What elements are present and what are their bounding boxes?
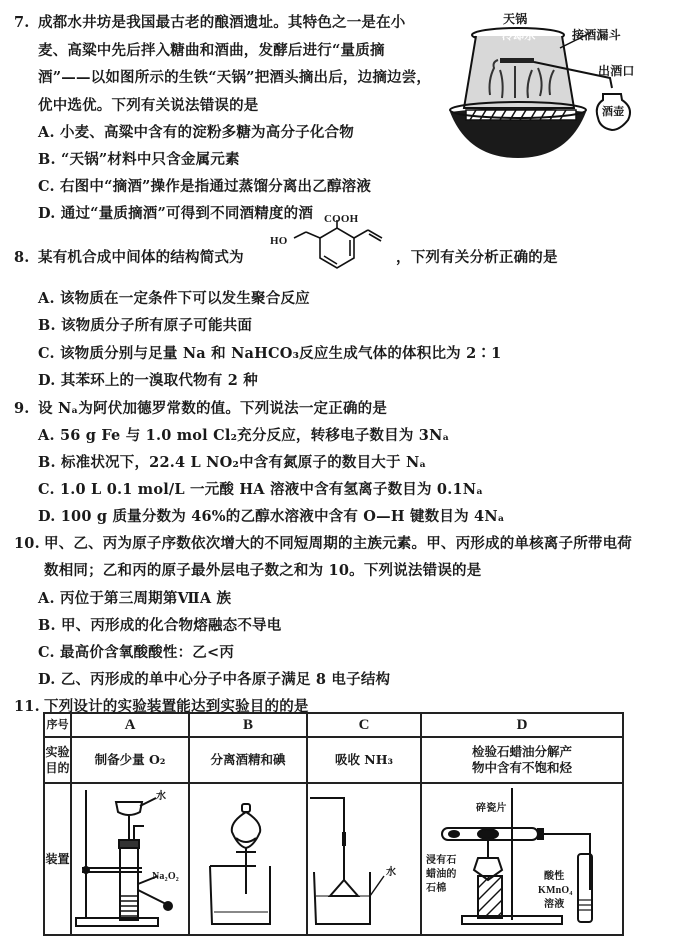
- col-a-aim: 制备少量 O₂: [71, 737, 189, 783]
- d-soaked-label-1: 浸有石: [426, 855, 457, 866]
- d-kmno4-label-1: 酸性: [544, 871, 565, 882]
- table-row-apparatus: [44, 783, 623, 935]
- d-kmno4-label-3: 溶液: [544, 899, 565, 910]
- apparatus-c: [307, 783, 421, 935]
- q8-line-1: 8. 某有机合成中间体的结构简式为: [14, 249, 244, 266]
- q8-option-d: D. 其苯环上的一溴取代物有 2 种: [38, 372, 258, 389]
- structure-formula: [262, 214, 392, 274]
- col-d-aim: 检验石蜡油分解产 物中含有不饱和烃: [421, 737, 623, 783]
- q9-option-c: C. 1.0 L 0.1 mol/L 一元酸 HA 溶液中含有氢离子数目为 0.1Nₐ: [38, 481, 484, 498]
- q7-line-3: 酒”——以如图所示的生铁“天锅”把酒头摘出后，边摘边尝，: [38, 69, 432, 86]
- q8-option-a: A. 该物质在一定条件下可以发生聚合反应: [38, 290, 310, 307]
- q10-line-1: 10. 甲、乙、丙为原子序数依次增大的不同短周期的主族元素。甲、丙形成的单核离子所带电荷: [14, 535, 632, 552]
- row-head-serial: 序号: [44, 713, 71, 737]
- q11-number: 11.: [14, 698, 40, 715]
- q9-option-d: D. 100 g 质量分数为 46%的乙醇水溶液中含有 O—H 键数目为 4Nₐ: [38, 508, 505, 525]
- apparatus-d: [421, 783, 623, 935]
- table-row-header: [44, 713, 623, 737]
- q10-option-d: D. 乙、丙形成的单中心分子中各原子满足 8 电子结构: [38, 671, 391, 688]
- funnel-label: 接酒漏斗: [572, 28, 621, 42]
- table-row-aim: [44, 737, 623, 783]
- q10-number: 10.: [14, 535, 40, 552]
- jug-label: 酒壶: [602, 105, 625, 118]
- row-head-apparatus: 装置: [44, 783, 71, 935]
- row-head-aim: 实验目的: [44, 737, 71, 783]
- d-chip-label: 碎瓷片: [476, 803, 507, 814]
- q8-option-b: B. 该物质分子所有原子可能共面: [38, 317, 253, 334]
- a-water-label: 水: [156, 791, 167, 802]
- d-kmno4-label-2: KMnO₄: [538, 885, 573, 896]
- outlet-label: 出酒口: [598, 64, 635, 78]
- col-c-aim: 吸收 NH₃: [307, 737, 421, 783]
- q10-line-2: 数相同；乙和丙的原子最外层电子数之和为 10。下列说法错误的是: [44, 562, 482, 579]
- apparatus-b: [189, 783, 307, 935]
- q10-option-a: A. 丙位于第三周期第ⅦA 族: [38, 590, 232, 607]
- col-b-aim: 分离酒精和碘: [189, 737, 307, 783]
- tianguo-figure: [440, 0, 692, 170]
- experiment-table: [43, 712, 624, 936]
- q7-line-4: 优中选优。下列有关说法错误的是: [38, 97, 259, 114]
- coolant-label: 冷却水: [502, 29, 536, 42]
- q8-option-c: C. 该物质分别与足量 Na 和 NaHCO₃反应生成气体的体积比为 2∶1: [38, 345, 502, 362]
- col-a-id: A: [71, 713, 189, 737]
- col-d-id: D: [421, 713, 623, 737]
- ho-label: HO: [270, 235, 288, 247]
- col-c-id: C: [307, 713, 421, 737]
- tianguo-label: 天锅: [503, 12, 528, 26]
- q7-option-a: A. 小麦、高粱中含有的淀粉多糖为高分子化合物: [38, 124, 354, 141]
- q10-option-c: C. 最高价含氧酸酸性：乙<丙: [38, 644, 235, 661]
- q9-option-a: A. 56 g Fe 与 1.0 mol Cl₂充分反应，转移电子数目为 3Nₐ: [38, 427, 450, 444]
- q10-option-b: B. 甲、丙形成的化合物熔融态不导电: [38, 617, 282, 634]
- q9-number: 9.: [14, 400, 30, 417]
- cooh-label: COOH: [324, 213, 359, 225]
- col-b-id: B: [189, 713, 307, 737]
- q8-number: 8.: [14, 249, 30, 266]
- q7-option-d: D. 通过“量质摘酒”可得到不同酒精度的酒: [38, 205, 314, 222]
- c-water-label: 水: [386, 867, 397, 878]
- q7-number: 7.: [14, 14, 30, 31]
- q7-line-2: 麦、高粱中先后拌入糖曲和酒曲，发酵后进行“量质摘: [38, 42, 385, 59]
- q9-line-1: 9. 设 Nₐ为阿伏加德罗常数的值。下列说法一定正确的是: [14, 400, 388, 417]
- q7-line-1: 7. 成都水井坊是我国最古老的酿酒遗址。其特色之一是在小: [14, 14, 406, 31]
- q11-line-1: 11. 下列设计的实验装置能达到实验目的的是: [14, 698, 309, 715]
- a-na2o2-label: Na₂O₂: [152, 871, 179, 882]
- d-soaked-label-3: 石棉: [426, 883, 447, 894]
- q7-option-b: B. “天锅”材料中只含金属元素: [38, 151, 240, 168]
- q9-option-b: B. 标准状况下，22.4 L NO₂中含有氮原子的数目大于 Nₐ: [38, 454, 427, 471]
- q7-option-c: C. 右图中“摘酒”操作是指通过蒸馏分离出乙醇溶液: [38, 178, 372, 195]
- q8-stem-after: ，下列有关分析正确的是: [396, 249, 558, 266]
- apparatus-a: [71, 783, 189, 935]
- d-soaked-label-2: 蜡油的: [426, 869, 457, 880]
